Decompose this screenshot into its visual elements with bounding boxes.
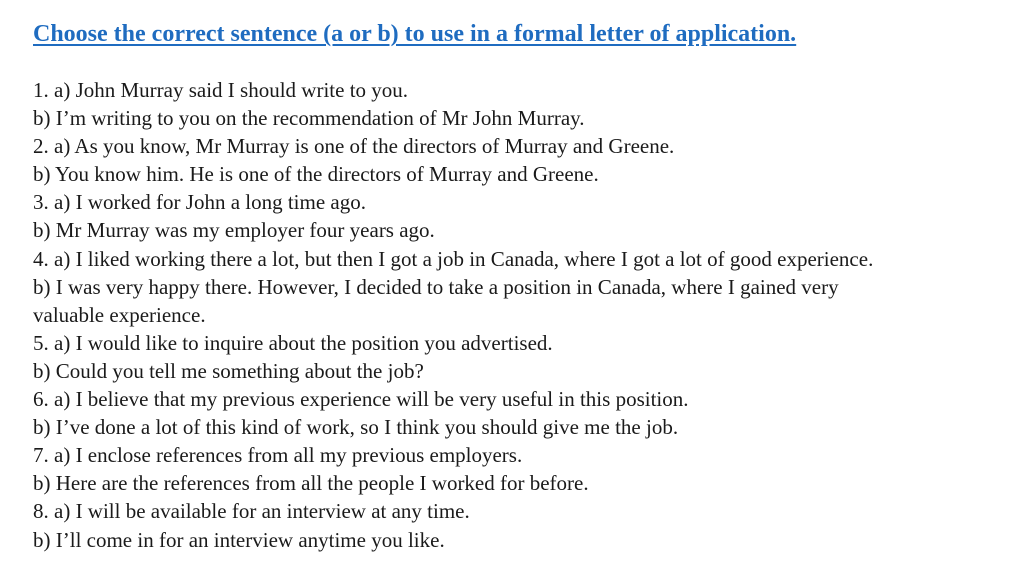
exercise-line: b) You know him. He is one of the directors of Murray and Greene. (33, 162, 599, 187)
exercise-slide (33, 18, 993, 554)
exercise-line: 1. a) John Murray said I should write to you. (33, 78, 409, 102)
exercise-line: b) I was very happy there. However, I decided to take a position in Canada, where I gained very (33, 274, 839, 299)
exercise-line: 8. a) I will be available for an interview at any time. (33, 499, 470, 524)
exercise-title: Choose the correct sentence (a or b) to use in a formal letter of application. (33, 21, 797, 47)
exercise-line: 4. a) I liked working there a lot, but then I got a job in Canada, where I got a lot of good experience. (33, 246, 874, 271)
exercise-lines (33, 76, 993, 554)
exercise-line: 3. a) I worked for John a long time ago. (33, 190, 366, 215)
exercise-line: 2. a) As you know, Mr Murray is one of the directors of Murray and Greene. (33, 134, 675, 159)
exercise-line: b) Could you tell me something about the job? (33, 358, 424, 383)
exercise-line: 5. a) I would like to inquire about the position you advertised. (33, 330, 553, 355)
exercise-line: b) Mr Murray was my employer four years ago. (33, 218, 435, 243)
exercise-line: 6. a) I believe that my previous experience will be very useful in this position. (33, 387, 689, 412)
exercise-line: b) Here are the references from all the people I worked for before. (33, 471, 589, 496)
exercise-line: b) I’ve done a lot of this kind of work, so I think you should give me the job. (33, 415, 679, 440)
exercise-line: b) I’ll come in for an interview anytime you like. (33, 527, 445, 552)
exercise-line: b) I’m writing to you on the recommendation of Mr John Murray. (33, 106, 585, 131)
exercise-line: 7. a) I enclose references from all my previous employers. (33, 443, 523, 468)
exercise-line: valuable experience. (33, 302, 206, 327)
